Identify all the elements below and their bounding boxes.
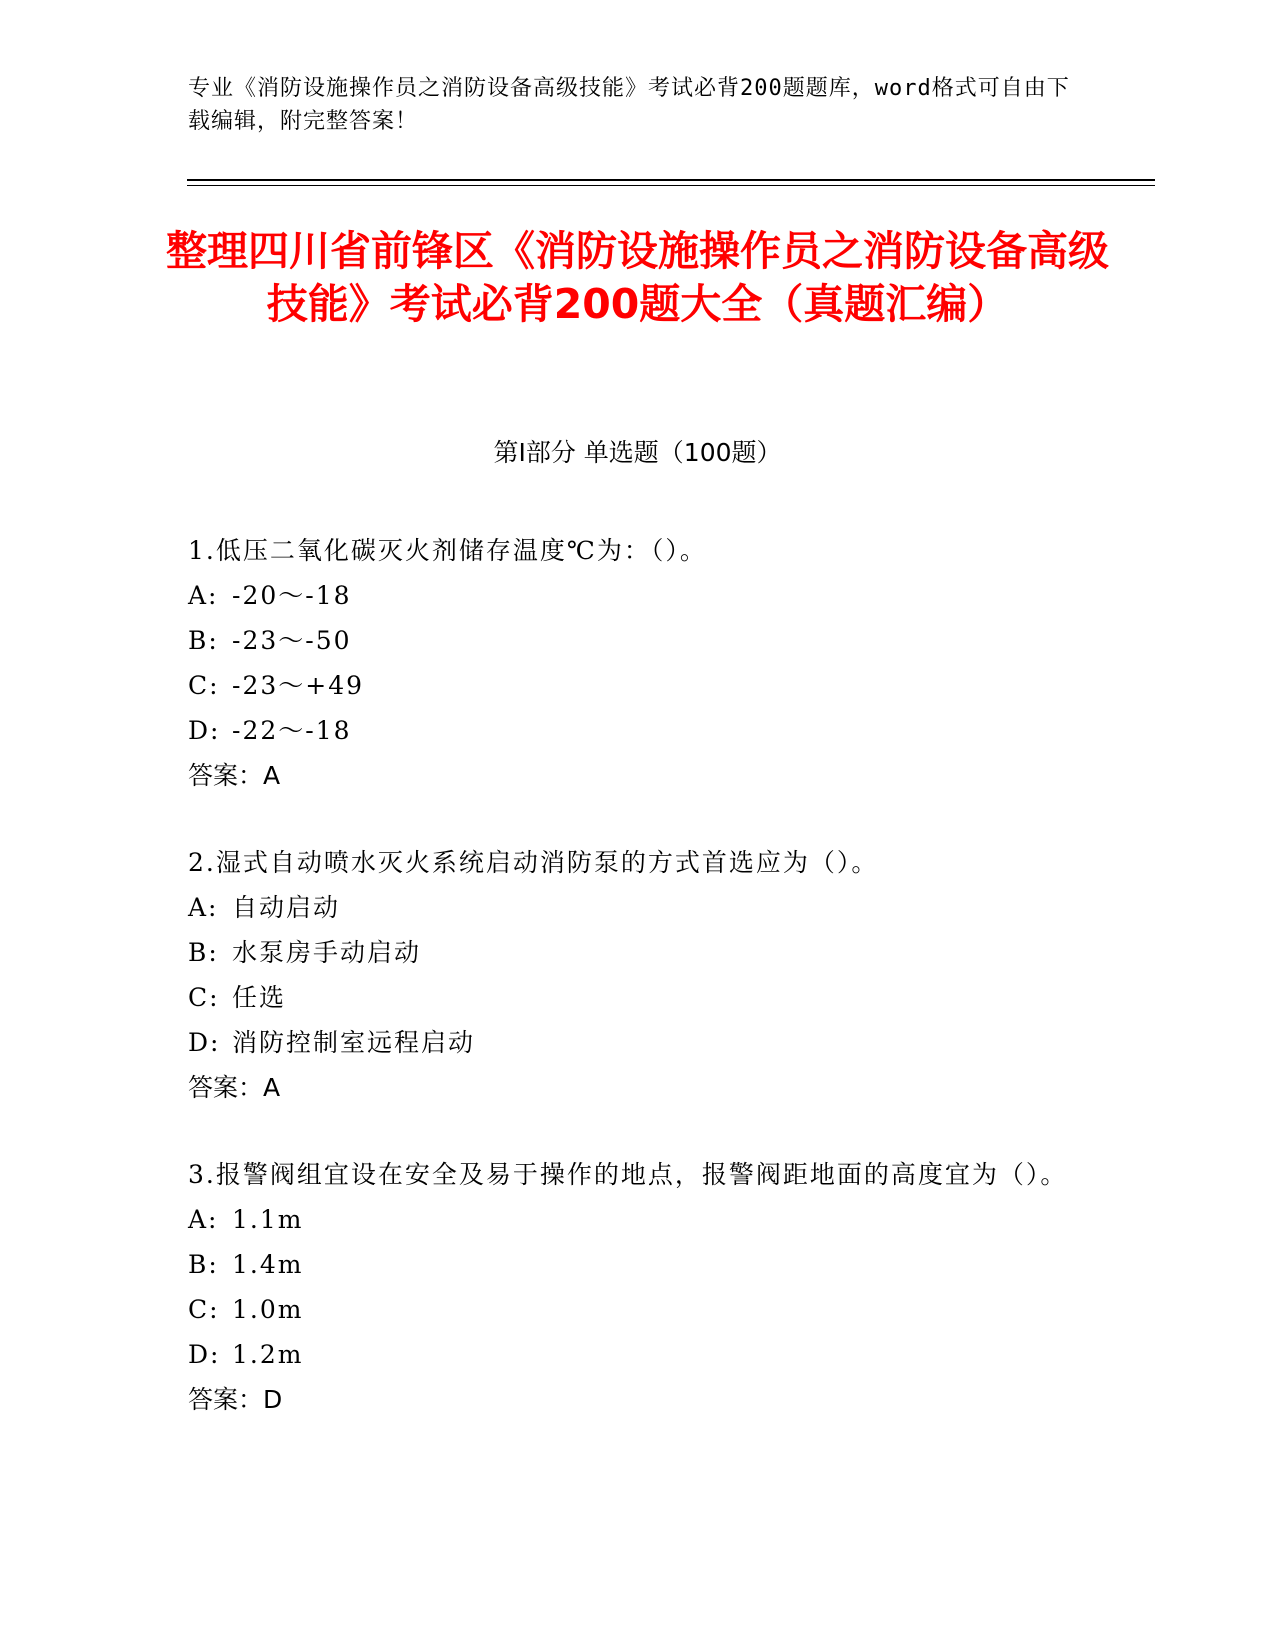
option-d bbox=[188, 1332, 1088, 1377]
option-text: -20～-18 bbox=[232, 581, 352, 610]
option-label: A: bbox=[188, 581, 219, 610]
answer-line bbox=[188, 1377, 1088, 1422]
option-text: 任选 bbox=[232, 983, 287, 1012]
answer-label: 答案： bbox=[188, 1385, 264, 1414]
option-c bbox=[188, 663, 1088, 708]
question-text: 3.报警阀组宜设在安全及易于操作的地点，报警阀距地面的高度宜为（）。 bbox=[188, 1160, 1068, 1189]
option-label: C: bbox=[188, 671, 220, 700]
option-label: C: bbox=[188, 1295, 220, 1324]
option-b bbox=[188, 930, 1088, 975]
answer-label: 答案： bbox=[188, 1073, 264, 1102]
option-label: C: bbox=[188, 983, 220, 1012]
option-text: 1.0m bbox=[232, 1295, 304, 1324]
header-rule-thin bbox=[187, 185, 1155, 186]
question-1 bbox=[188, 528, 1088, 798]
option-a bbox=[188, 1197, 1088, 1242]
option-d bbox=[188, 1020, 1088, 1065]
intro-text: 专业《消防设施操作员之消防设备高级技能》考试必背200题题库，word格式可自由下载编辑，附完整答案！ bbox=[188, 76, 1070, 134]
option-text: 自动启动 bbox=[232, 893, 341, 922]
option-label: D: bbox=[188, 716, 221, 745]
answer-line bbox=[188, 753, 1088, 798]
answer-value: A bbox=[263, 1073, 281, 1102]
option-b bbox=[188, 618, 1088, 663]
section-heading: 第Ⅰ部分 单选题（100题） bbox=[493, 438, 782, 467]
document-title: 整理四川省前锋区《消防设施操作员之消防设备高级技能》考试必背200题大全（真题汇编） bbox=[166, 227, 1109, 328]
option-label: A: bbox=[188, 1205, 219, 1234]
option-b bbox=[188, 1242, 1088, 1287]
option-c bbox=[188, 975, 1088, 1020]
answer-line bbox=[188, 1065, 1088, 1110]
option-a bbox=[188, 573, 1088, 618]
option-d bbox=[188, 708, 1088, 753]
option-text: 1.4m bbox=[232, 1250, 304, 1279]
option-text: -22～-18 bbox=[232, 716, 352, 745]
option-text: 水泵房手动启动 bbox=[232, 938, 422, 967]
question-2 bbox=[188, 840, 1088, 1110]
option-c bbox=[188, 1287, 1088, 1332]
answer-value: A bbox=[263, 761, 281, 790]
option-label: B: bbox=[188, 938, 219, 967]
option-a bbox=[188, 885, 1088, 930]
option-text: 1.2m bbox=[232, 1340, 304, 1369]
question-list bbox=[188, 528, 1088, 1464]
answer-label: 答案： bbox=[188, 761, 264, 790]
option-label: B: bbox=[188, 626, 219, 655]
option-label: D: bbox=[188, 1028, 221, 1057]
header-rule-thick bbox=[187, 179, 1155, 181]
question-3 bbox=[188, 1152, 1088, 1422]
question-text: 1.低压二氧化碳灭火剂储存温度℃为：（）。 bbox=[188, 536, 707, 565]
option-text: -23～-50 bbox=[232, 626, 352, 655]
option-label: B: bbox=[188, 1250, 219, 1279]
option-label: D: bbox=[188, 1340, 221, 1369]
question-text: 2.湿式自动喷水灭火系统启动消防泵的方式首选应为（）。 bbox=[188, 848, 879, 877]
answer-value: D bbox=[263, 1385, 283, 1414]
option-text: 消防控制室远程启动 bbox=[232, 1028, 476, 1057]
option-label: A: bbox=[188, 893, 219, 922]
option-text: 1.1m bbox=[232, 1205, 304, 1234]
option-text: -23～+49 bbox=[232, 671, 365, 700]
